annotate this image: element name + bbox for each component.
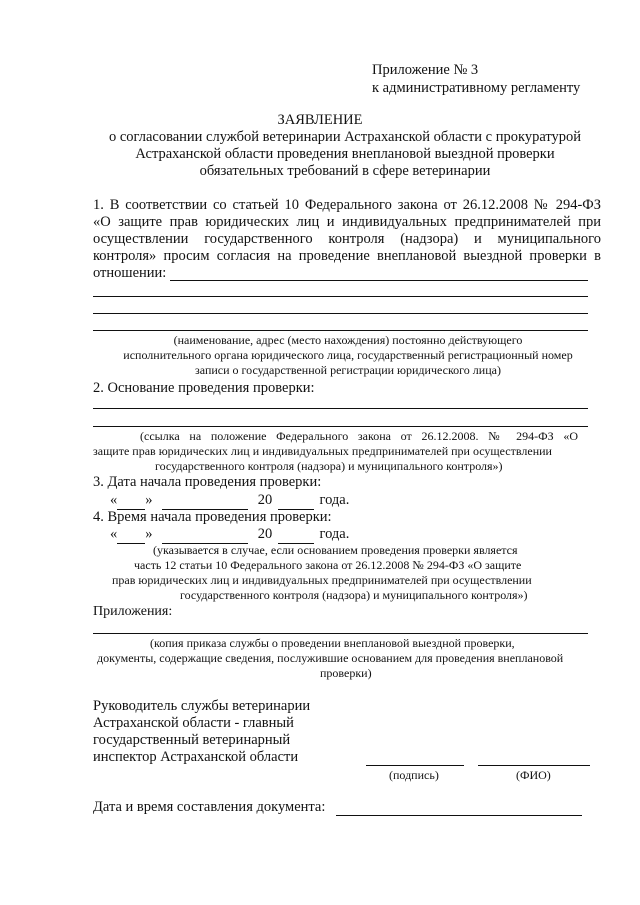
attachments-note-1: (копия приказа службы о проведении внеплановой выездной проверки,	[150, 636, 515, 650]
signature-field[interactable]	[366, 765, 464, 766]
section1-note-1: (наименование, адрес (место нахождения) постоянно действующего	[173, 333, 523, 347]
quote-open: «	[110, 492, 118, 508]
start-month-field[interactable]	[162, 492, 248, 510]
start-date-row	[110, 492, 349, 510]
title-line-3: обязательных требований в сфере ветеринарии	[199, 163, 491, 179]
start-time-row	[110, 526, 349, 544]
section1-line-1: 1. В соответствии со статьей 10 Федерального закона от 26.12.2008 № 294-ФЗ	[93, 197, 601, 213]
document-title: ЗАЯВЛЕНИЕ	[277, 112, 363, 128]
section4-label: 4. Время начала проведения проверки:	[93, 509, 332, 525]
quote-open: «	[110, 526, 118, 542]
title-line-1: о согласовании службой ветеринарии Астраханской области с прокуратурой	[108, 129, 582, 145]
section4-note-3: прав юридических лиц и индивидуальных предпринимателей при осуществлении	[112, 573, 532, 587]
subject-input-line-3[interactable]	[93, 313, 588, 314]
section1-line-3: осуществлении государственного контроля (надзора) и муниципального	[93, 231, 601, 247]
section1-note-2: исполнительного органа юридического лица, государственный регистрационный номер	[123, 348, 573, 362]
regulation-reference: к административному регламенту	[372, 80, 581, 96]
section2-note-2: защите прав юридических лиц и индивидуальных предпринимателей при осуществлении	[93, 444, 552, 458]
signer-title-line-3: государственный ветеринарный	[93, 732, 291, 748]
section4-note-1: (указывается в случае, если основанием проведения проверки является	[153, 543, 518, 557]
section2-label: 2. Основание проведения проверки:	[93, 380, 315, 396]
full-name-field[interactable]	[478, 765, 590, 766]
year-suffix: года.	[319, 492, 350, 508]
section3-label: 3. Дата начала проведения проверки:	[93, 474, 322, 490]
quote-close: »	[145, 492, 153, 508]
document-date-label: Дата и время составления документа:	[93, 799, 326, 815]
time-month-field[interactable]	[162, 526, 248, 544]
subject-input-line-1[interactable]	[170, 280, 588, 281]
signature-caption: (подпись)	[389, 768, 439, 782]
section1-line-2: «О защите прав юридических лиц и индивидуальных предпринимателей при	[93, 214, 601, 230]
year-prefix: 20	[257, 492, 273, 508]
section2-note-1: (ссылка на положение Федерального закона от 26.12.2008. № 294-ФЗ «О	[140, 429, 578, 443]
full-name-caption: (ФИО)	[516, 768, 551, 782]
year-prefix: 20	[257, 526, 273, 542]
appendix-number: Приложение № 3	[372, 62, 479, 78]
attachments-note-3: проверки)	[320, 666, 372, 680]
section4-note-4: государственного контроля (надзора) и муниципального контроля»)	[180, 588, 528, 602]
basis-input-line-2[interactable]	[93, 426, 588, 427]
signer-title-line-4: инспектор Астраханской области	[93, 749, 299, 765]
start-year-field[interactable]	[278, 492, 314, 510]
subject-input-line-4[interactable]	[93, 330, 588, 331]
section1-line-5: отношении:	[93, 265, 167, 281]
start-day-field[interactable]	[117, 492, 145, 510]
attachments-input-line[interactable]	[93, 633, 588, 634]
attachments-label: Приложения:	[93, 604, 173, 619]
title-line-2: Астраханской области проведения внеплановой выездной проверки	[135, 146, 555, 162]
time-day-field[interactable]	[117, 526, 145, 544]
attachments-note-2: документы, содержащие сведения, послужившие основанием для проведения внеплановой	[97, 651, 564, 665]
subject-input-line-2[interactable]	[93, 296, 588, 297]
year-suffix: года.	[319, 526, 350, 542]
basis-input-line-1[interactable]	[93, 408, 588, 409]
signer-title-line-1: Руководитель службы ветеринарии	[93, 698, 311, 714]
quote-close: »	[145, 526, 153, 542]
section1-line-4: контроля» просим согласия на проведение внеплановой выездной проверки в	[93, 248, 601, 264]
document-date-field[interactable]	[336, 815, 582, 816]
time-year-field[interactable]	[278, 526, 314, 544]
section4-note-2: часть 12 статьи 10 Федерального закона от 26.12.2008 № 294-ФЗ «О защите	[134, 558, 522, 572]
signer-title-line-2: Астраханской области - главный	[93, 715, 294, 731]
section1-note-3: записи о государственной регистрации юридического лица)	[195, 363, 501, 377]
section2-note-3: государственного контроля (надзора) и муниципального контроля»)	[155, 459, 503, 473]
